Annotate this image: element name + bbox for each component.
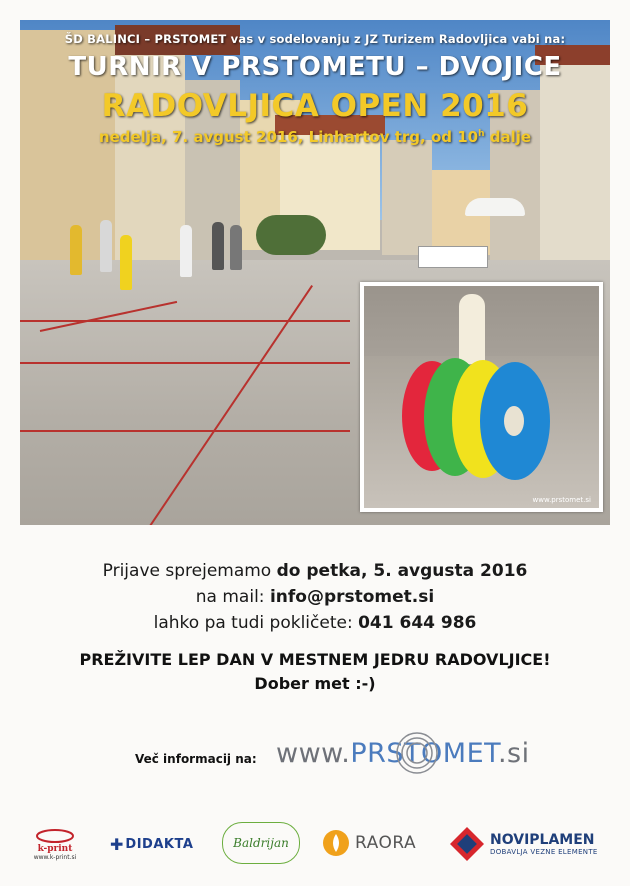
didakta-name: DIDAKTA (125, 836, 194, 852)
registration-line2-prefix: na mail: (195, 587, 270, 607)
registration-line2 (0, 584, 630, 610)
date-line (40, 128, 590, 146)
church-tower (382, 140, 432, 255)
heading (40, 32, 590, 146)
slogan-line2: Dober met :-) (254, 674, 376, 693)
player (230, 225, 242, 270)
noviplamen-text (490, 832, 598, 856)
registration-line1-prefix: Prijave sprejemamo (102, 561, 277, 581)
noviplamen-diamond-icon (448, 825, 486, 863)
player (120, 235, 132, 290)
baldrijan-name: Baldrijan (233, 836, 289, 850)
umbrella (465, 198, 525, 216)
player (180, 225, 192, 277)
player (100, 220, 112, 272)
registration-line3 (0, 610, 630, 636)
inset-credit: www.prstomet.si (532, 496, 591, 504)
player (70, 225, 82, 275)
registration-phone[interactable]: 041 644 986 (358, 613, 477, 633)
slogan (0, 648, 630, 696)
noviplamen-name: NOVIPLAMEN (490, 832, 595, 848)
sponsor-baldrijan (222, 822, 300, 864)
target-logo-icon (395, 731, 439, 775)
sponsor-kprint (20, 826, 90, 870)
kprint-name: k-print (37, 844, 73, 854)
court-line (20, 362, 350, 364)
organizer-text: ŠD BALINCI – PRSTOMET vas v sodelovanju z JZ Turizem Radovljica vabi na: (64, 32, 566, 46)
slogan-line1: PREŽIVITE LEP DAN V MESTNEM JEDRU RADOVLJICE! (79, 650, 551, 669)
date-sup: h (478, 129, 485, 139)
kprint-url: www.k-print.si (33, 854, 77, 861)
didakta-cross-icon: ✚ (110, 834, 124, 854)
court-line (20, 320, 350, 322)
date-suffix: dalje (484, 128, 532, 146)
date-prefix: nedelja, 7. avgust 2016, Linhartov trg, od 10 (98, 128, 479, 146)
prstomet-disc-photo (360, 282, 603, 512)
court-line (40, 301, 177, 332)
registration-line1 (0, 558, 630, 584)
registration-deadline: do petka, 5. avgusta 2016 (276, 561, 528, 581)
raora-name: RAORA (355, 833, 417, 853)
sponsor-didakta (110, 832, 193, 856)
disc-blue-center (504, 406, 524, 436)
court-line (20, 430, 350, 432)
raora-flame-icon (322, 829, 350, 857)
website-suffix: .si (497, 738, 530, 769)
banner (418, 246, 488, 268)
website-brand: PRSTOMET (350, 738, 498, 769)
sponsor-logos (0, 818, 630, 878)
trees (256, 215, 326, 255)
sponsor-noviplamen (448, 824, 598, 864)
kprint-swoosh-icon (35, 826, 75, 844)
registration-email[interactable]: info@prstomet.si (269, 587, 435, 607)
hero-photo (20, 20, 610, 525)
title-line1: TURNIR V PRSTOMETU – DVOJICE (68, 52, 562, 82)
website-prefix: www. (276, 738, 351, 769)
noviplamen-tagline: DOBAVLJA VEZNE ELEMENTE (490, 848, 598, 856)
more-info-label: Več informacij na: (135, 752, 257, 766)
sponsor-raora (322, 828, 416, 858)
registration-info (0, 558, 630, 636)
disc-handle (459, 294, 485, 364)
title-line2: RADOVLJICA OPEN 2016 (101, 88, 529, 124)
registration-line3-prefix: lahko pa tudi pokličete: (153, 613, 359, 633)
player (212, 222, 224, 270)
